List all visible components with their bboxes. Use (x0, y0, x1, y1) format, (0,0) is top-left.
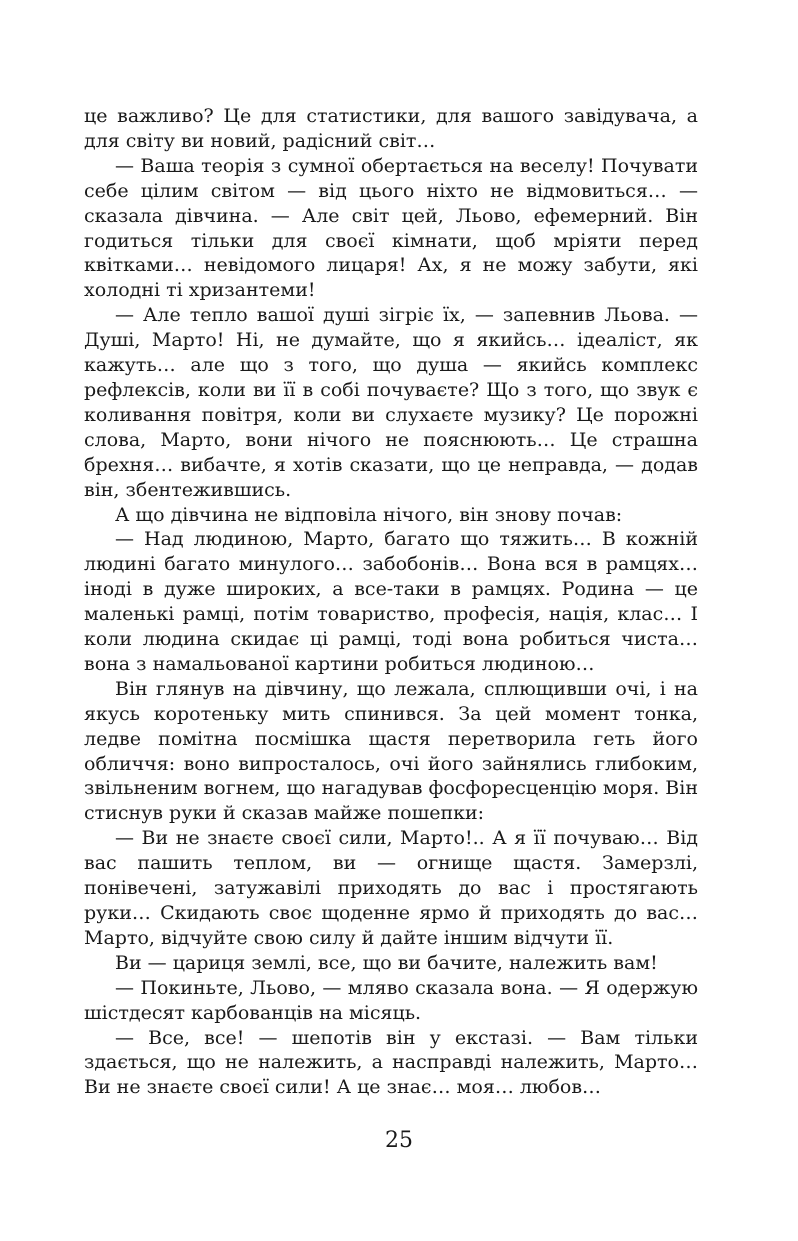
paragraph-3: — Але тепло вашої душі зігріє їх, — запевнив Льова. — Душі, Марто! Ні, не думайте, що я якийсь… ідеаліст, як кажуть… але що з того, що душа — якийсь комплекс рефлексів, коли ви її в собі почуваєте? Що з того, що звук є коливання повітря, коли ви слухаєте музику? Це порожні слова, Марто, вони нічого не пояснюють… Це страшна брехня… вибачте, я хотів сказати, що це неправда, — додав він, збентежившись. (84, 304, 698, 501)
paragraph-10: — Все, все! — шепотів він у екстазі. — Вам тільки здається, що не належить, а насправді належить, Марто… Ви не знаєте своєї сили! А це знає… моя… любов… (84, 1026, 698, 1099)
paragraph-5: — Над людиною, Марто, багато що тяжить… В кожній людині багато минулого… забобонів… Вона вся в рамцях… іноді в дуже широких, а все-таки в рамцях. Родина — це маленькі рамці, потім товариство, професія, нація, клас… І коли людина скидає ці рамці, тоді вона робиться чиста… вона з намальованої картини робиться людиною… (84, 528, 698, 675)
paragraph-1: це важливо? Це для статистики, для вашого завідувача, а для світу ви новий, радісний світ… (84, 105, 698, 152)
paragraph-4: А що дівчина не відповіла нічого, він знову почав: (115, 503, 623, 526)
paragraph-8: Ви — цариця землі, все, що ви бачите, належить вам! (115, 951, 658, 974)
paragraph-6: Він глянув на дівчину, що лежала, сплющивши очі, і на якусь коротеньку мить спинився. За цей момент тонка, ледве помітна посмішка щастя перетворила геть його обличчя: воно випросталось, очі його зайнялись глибоким, звільненим вогнем, що нагадував фосфоресценцію моря. Він стиснув руки й сказав майже пошепки: (84, 677, 698, 825)
paragraph-2: — Ваша теорія з сумної обертається на веселу! Почувати себе цілим світом — від цього ніхто не відмовиться… — сказала дівчина. — Але світ цей, Льово, ефемерний. Він годиться тільки для своєї кімнати, щоб мріяти перед квітками… невідомого лицаря! Ах, я не можу забути, які холодні ті хризантеми! (84, 154, 698, 302)
page-body (84, 104, 698, 1100)
paragraph-7: — Ви не знаєте своєї сили, Марто!.. А я її почуваю… Від вас пашить теплом, ви — огнище щастя. Замерзлі, понівечені, затужавілі приходять до вас і простягають руки… Скидають своє щоденне ярмо й приходять до вас… Марто, відчуйте свою силу й дайте іншим відчути її. (84, 827, 698, 949)
paragraph-9: — Покиньте, Льово, — мляво сказала вона. — Я одержую шістдесят карбованців на місяць. (84, 976, 698, 1024)
page-number: 25 (385, 1128, 413, 1153)
